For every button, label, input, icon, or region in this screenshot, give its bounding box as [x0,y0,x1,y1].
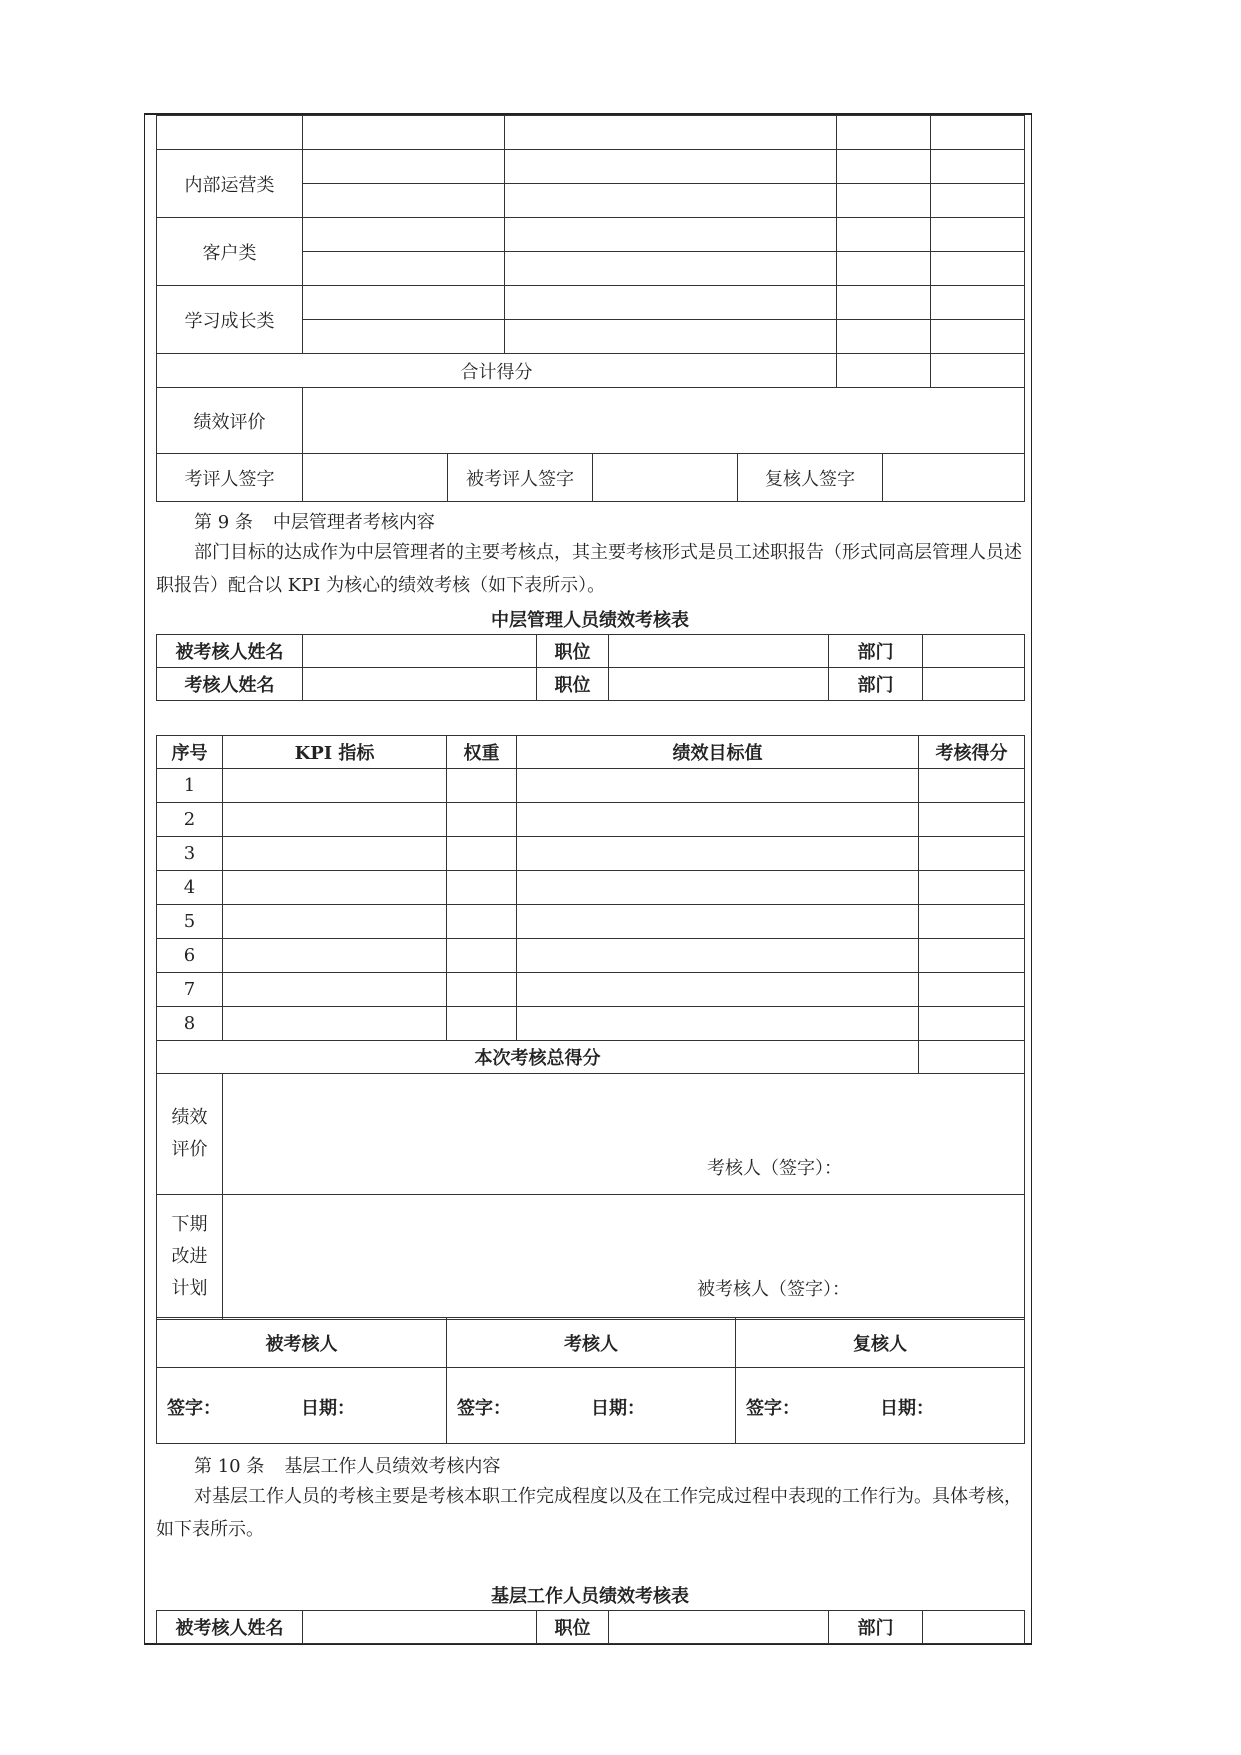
signature-table [156,1317,1025,1444]
target-field[interactable] [517,1007,919,1041]
sign-label: 签字： [746,1398,800,1419]
reviewer-sign-date-field[interactable] [447,1368,736,1444]
target-field[interactable] [517,905,919,939]
performance-eval-field[interactable] [223,1074,1025,1195]
label-line: 评价 [171,1139,208,1160]
cell [303,252,505,286]
col-header-weight: 权重 [447,736,517,769]
department-field[interactable] [923,635,1025,668]
cell [837,286,931,320]
kpi-field[interactable] [223,1007,447,1041]
label-line: 改进 [171,1246,208,1267]
category-label: 学习成长类 [157,286,303,354]
table-title: 中层管理人员绩效考核表 [491,610,689,631]
score-field[interactable] [919,871,1025,905]
evaluation-plan-table [156,1073,1025,1320]
article-title: 基层工作人员绩效考核内容 [284,1456,501,1477]
cell [837,354,931,388]
row-index: 4 [157,871,223,905]
score-field[interactable] [919,837,1025,871]
row-index: 6 [157,939,223,973]
position-label: 职位 [537,1611,609,1644]
reviewee-sign-label: 被考评人签字 [448,454,593,502]
article-10-heading [194,1452,500,1478]
kpi-score-table [156,735,1025,1074]
position-label: 职位 [537,668,609,701]
kpi-field[interactable] [223,973,447,1007]
cell [303,218,505,252]
score-field[interactable] [919,1007,1025,1041]
department-field[interactable] [923,668,1025,701]
score-field[interactable] [919,803,1025,837]
reviewee-name-field[interactable] [303,635,537,668]
department-label: 部门 [829,1611,923,1644]
row-index: 3 [157,837,223,871]
label-line: 计划 [171,1278,208,1299]
performance-eval-field[interactable] [303,388,1025,454]
department-label: 部门 [829,668,923,701]
performance-eval-label: 绩效评价 [157,388,303,454]
cell [505,184,837,218]
kpi-field[interactable] [223,871,447,905]
frontline-staff-info-table [156,1610,1025,1644]
checker-sign-date-field[interactable] [736,1368,1025,1444]
kpi-field[interactable] [223,905,447,939]
cell [837,218,931,252]
article-number: 第 9 条 [194,512,253,533]
score-field[interactable] [919,973,1025,1007]
cell [505,116,837,150]
position-field[interactable] [609,635,829,668]
sign-label: 签字： [457,1398,511,1419]
cell [837,116,931,150]
score-field[interactable] [919,905,1025,939]
kpi-field[interactable] [223,803,447,837]
cell [157,116,303,150]
article-title: 中层管理者考核内容 [272,512,435,533]
reviewee-signature-label: 被考核人（签字）： [697,1279,850,1300]
cell [303,286,505,320]
cell [931,150,1025,184]
total-score-label: 本次考核总得分 [157,1041,919,1074]
department-label: 部门 [829,635,923,668]
target-field[interactable] [517,803,919,837]
reviewee-name-field[interactable] [303,1611,537,1644]
cell [837,252,931,286]
kpi-field[interactable] [223,769,447,803]
improvement-plan-label [157,1195,223,1320]
weight-field[interactable] [447,939,517,973]
total-score-label: 合计得分 [157,354,837,388]
checker-sign-label: 复核人签字 [738,454,883,502]
cell [931,116,1025,150]
role-reviewer: 考核人 [447,1318,736,1368]
middle-manager-info-table [156,634,1025,701]
cell [837,150,931,184]
reviewer-sign-field[interactable] [303,454,448,502]
weight-field[interactable] [447,837,517,871]
weight-field[interactable] [447,905,517,939]
kpi-category-table [156,115,1025,388]
date-label: 日期： [301,1398,355,1419]
row-index: 7 [157,973,223,1007]
cell [931,252,1025,286]
row-index: 5 [157,905,223,939]
performance-eval-label [157,1074,223,1195]
cell [303,184,505,218]
category-label: 客户类 [157,218,303,286]
reviewee-sign-field[interactable] [593,454,738,502]
cell [837,184,931,218]
position-label: 职位 [537,635,609,668]
col-header-target: 绩效目标值 [517,736,919,769]
department-field[interactable] [923,1611,1025,1644]
kpi-field[interactable] [223,837,447,871]
reviewer-sign-label: 考评人签字 [157,454,303,502]
weight-field[interactable] [447,769,517,803]
row-index: 8 [157,1007,223,1041]
row-index: 1 [157,769,223,803]
target-field[interactable] [517,769,919,803]
kpi-field[interactable] [223,939,447,973]
reviewer-name-label: 考核人姓名 [157,668,303,701]
score-field[interactable] [919,939,1025,973]
role-checker: 复核人 [736,1318,1025,1368]
date-label: 日期： [880,1398,934,1419]
cell [931,354,1025,388]
score-field[interactable] [919,769,1025,803]
checker-sign-field[interactable] [883,454,1025,502]
reviewer-signature-label: 考核人（签字）： [707,1158,842,1179]
role-reviewee: 被考核人 [157,1318,447,1368]
reviewee-sign-date-field[interactable] [157,1368,447,1444]
cell [505,218,837,252]
article-9-heading [194,508,435,534]
reviewee-name-label: 被考核人姓名 [157,1611,303,1644]
row-index: 2 [157,803,223,837]
target-field[interactable] [517,939,919,973]
target-field[interactable] [517,871,919,905]
label-line: 绩效 [171,1107,208,1128]
col-header-score: 考核得分 [919,736,1025,769]
evaluation-table [156,387,1025,502]
article-9-body: 部门目标的达成作为中层管理者的主要考核点，其主要考核形式是员工述职报告（形式同高层管理人员述职报告）配合以 KPI 为核心的绩效考核（如下表所示）。 [156,542,1022,596]
cell [505,286,837,320]
table-title: 基层工作人员绩效考核表 [491,1586,689,1607]
cell [505,252,837,286]
cell [931,320,1025,354]
cell [931,184,1025,218]
target-field[interactable] [517,837,919,871]
cell [931,286,1025,320]
cell [303,150,505,184]
total-score-field[interactable] [919,1041,1025,1074]
target-field[interactable] [517,973,919,1007]
article-number: 第 10 条 [194,1456,265,1477]
position-field[interactable] [609,1611,829,1644]
label-line: 下期 [171,1214,208,1235]
sign-label: 签字： [167,1398,221,1419]
improvement-plan-field[interactable] [223,1195,1025,1320]
cell [505,150,837,184]
reviewee-name-label: 被考核人姓名 [157,635,303,668]
weight-field[interactable] [447,803,517,837]
cell [837,320,931,354]
weight-field[interactable] [447,1007,517,1041]
weight-field[interactable] [447,871,517,905]
cell [931,218,1025,252]
cell [505,320,837,354]
article-10-body: 对基层工作人员的考核主要是考核本职工作完成程度以及在工作完成过程中表现的工作行为。具体考核，如下表所示。 [156,1486,1022,1540]
reviewer-name-field[interactable] [303,668,537,701]
position-field[interactable] [609,668,829,701]
date-label: 日期： [591,1398,645,1419]
weight-field[interactable] [447,973,517,1007]
col-header-kpi: KPI 指标 [223,736,447,769]
col-header-index: 序号 [157,736,223,769]
cell [303,320,505,354]
category-label: 内部运营类 [157,150,303,218]
cell [303,116,505,150]
